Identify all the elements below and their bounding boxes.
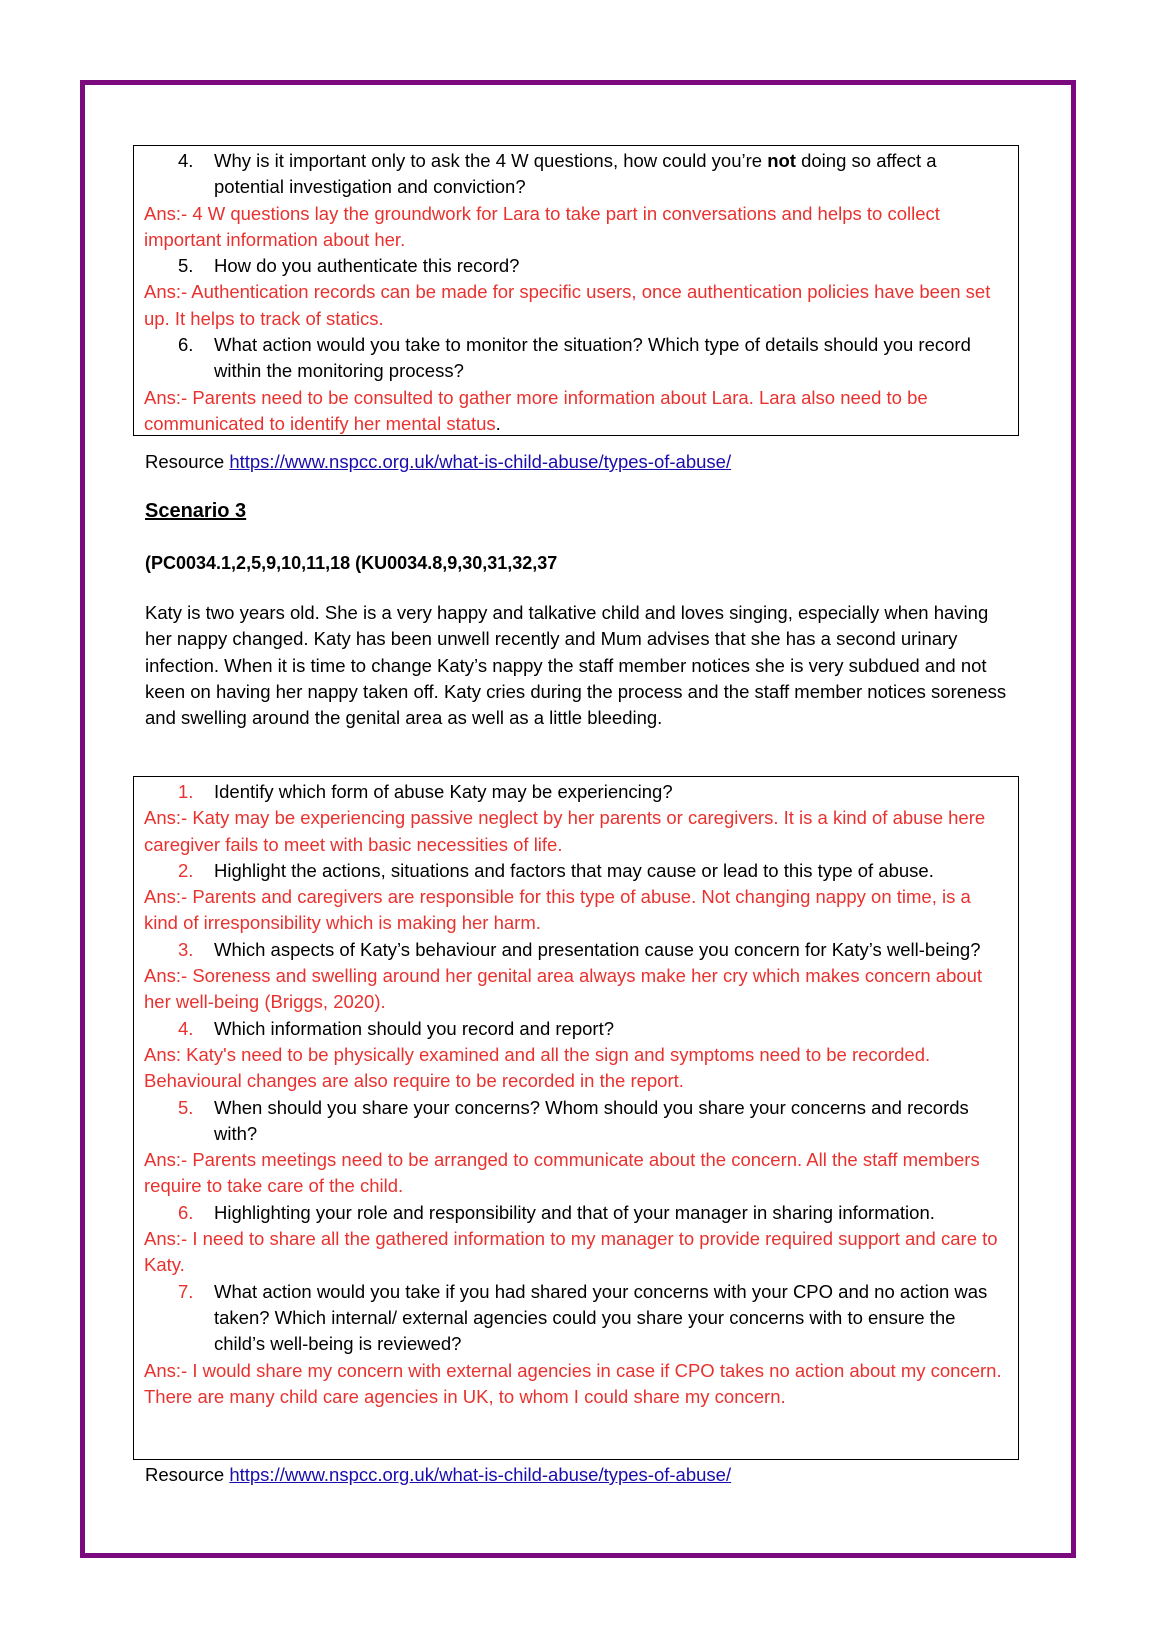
question-7-number: 7. — [178, 1280, 194, 1302]
question-4-text-bold: not — [767, 150, 796, 171]
scenario-3-codes: (PC0034.1,2,5,9,10,11,18 (KU0034.8,9,30,31,32,37 — [145, 553, 558, 573]
question-item-5 — [144, 1095, 1008, 1200]
question-4 — [144, 148, 1008, 201]
question-5-number: 5. — [178, 255, 194, 277]
question-4-text-before: Why is it important only to ask the 4 W questions, how could you’re — [214, 150, 768, 171]
scenario-3-heading: Scenario 3 — [145, 500, 247, 522]
answer-7: Ans:- I would share my concern with external agencies in case if CPO takes no action about my concern. There are many child care agencies in UK, to whom I could share my concern. — [144, 1359, 1002, 1407]
question-5b — [144, 1095, 1008, 1148]
resource-line-2 — [145, 1462, 1015, 1488]
question-6-number: 6. — [178, 334, 194, 356]
answer-2: Ans:- Parents and caregivers are responsible for this type of abuse. Not changing nappy on time, is a kind of irresponsibility which is making her harm. — [144, 886, 971, 934]
answer-6-tail: . — [495, 412, 501, 434]
question-item-7 — [144, 1279, 1008, 1410]
question-5b-text: When should you share your concerns? Whom should you share your concerns and records with? — [214, 1096, 969, 1144]
question-7 — [144, 1279, 1008, 1358]
resource-line-1 — [145, 449, 1015, 475]
question-7-text: What action would you take if you had shared your concerns with your CPO and no action was taken? Which internal/ external agencies could you share your concerns with to ensure the child’s well-being is reviewed? — [214, 1280, 988, 1355]
resource-link-2[interactable]: https://www.nspcc.org.uk/what-is-child-abuse/types-of-abuse/ — [229, 1464, 732, 1485]
question-6b-text: Highlighting your role and responsibility and that of your manager in sharing information. — [214, 1201, 935, 1223]
question-5-text: How do you authenticate this record? — [214, 255, 520, 277]
question-item-2 — [144, 858, 1008, 937]
question-6-text: What action would you take to monitor the situation? Which type of details should you record within the monitoring process? — [214, 334, 971, 382]
question-2-text: Highlight the actions, situations and factors that may cause or lead to this type of abuse. — [214, 859, 934, 881]
question-2 — [144, 858, 1008, 884]
answer-5: Ans:- Authentication records can be made for specific users, once authentication policies have been set up. It helps to track of statics. — [144, 281, 991, 329]
answer-4: Ans:- 4 W questions lay the groundwork for Lara to take part in conversations and helps to collect important information about her. — [144, 202, 940, 250]
question-5 — [144, 253, 1008, 279]
question-6b — [144, 1200, 1008, 1226]
question-list — [144, 779, 1008, 1410]
question-item-4 — [144, 1016, 1008, 1095]
question-item-3 — [144, 937, 1008, 1016]
question-1-number: 1. — [178, 781, 194, 802]
question-4b-text: Which information should you record and report? — [214, 1017, 615, 1039]
answer-4b: Ans: Katy's need to be physically examined and all the sign and symptoms need to be recorded. Behavioural changes are also require to be recorded in the report. — [144, 1043, 931, 1092]
resource-label-2: Resource — [145, 1464, 230, 1485]
question-2-number: 2. — [178, 859, 194, 881]
answer-6b: Ans:- I need to share all the gathered information to my manager to provide required support and care to Katy. — [144, 1228, 998, 1276]
question-3-text: Which aspects of Katy’s behaviour and presentation cause you concern for Katy’s well-being? — [214, 938, 981, 960]
question-4b — [144, 1016, 1008, 1042]
question-item-1 — [144, 779, 1008, 858]
question-1 — [144, 779, 1008, 805]
answer-1: Ans:- Katy may be experiencing passive neglect by her parents or caregivers. It is a kind of abuse here caregiver fails to meet with basic necessities of life. — [144, 807, 986, 855]
question-5b-number: 5. — [178, 1096, 194, 1118]
resource-link-1[interactable]: https://www.nspcc.org.uk/what-is-child-abuse/types-of-abuse/ — [229, 451, 732, 472]
question-4b-number: 4. — [178, 1017, 194, 1039]
question-3-number: 3. — [178, 938, 194, 960]
question-box-2 — [133, 776, 1019, 1460]
question-4-number: 4. — [178, 150, 194, 171]
question-1-text: Identify which form of abuse Katy may be experiencing? — [214, 781, 673, 802]
question-6 — [144, 332, 1008, 385]
question-box-1 — [133, 145, 1019, 436]
answer-3: Ans:- Soreness and swelling around her genital area always make her cry which makes concern about her well-being (Briggs, 2020). — [144, 965, 983, 1013]
answer-5b: Ans:- Parents meetings need to be arranged to communicate about the concern. All the staff members require to take care of the child. — [144, 1149, 980, 1197]
answer-6 — [144, 385, 1008, 438]
question-4-text-after: doing so affect a potential investigation and conviction? — [214, 150, 937, 198]
question-6b-number: 6. — [178, 1201, 194, 1223]
answer-6-text: Ans:- Parents need to be consulted to gather more information about Lara. Lara also need to be communicated to identify her mental status — [144, 386, 928, 434]
question-item-6 — [144, 1200, 1008, 1279]
resource-label-1: Resource — [145, 451, 230, 472]
question-3 — [144, 937, 1008, 963]
scenario-3-paragraph: Katy is two years old. She is a very happy and talkative child and loves singing, especially when having her nappy changed. Katy has been unwell recently and Mum advises that she has a second urinary infection. When it is time to change Katy’s nappy the staff member notices she is very subdued and not keen on having her nappy taken off. Katy cries during the process and the staff member notices soreness and swelling around the genital area as well as a little bleeding. — [145, 602, 1007, 729]
